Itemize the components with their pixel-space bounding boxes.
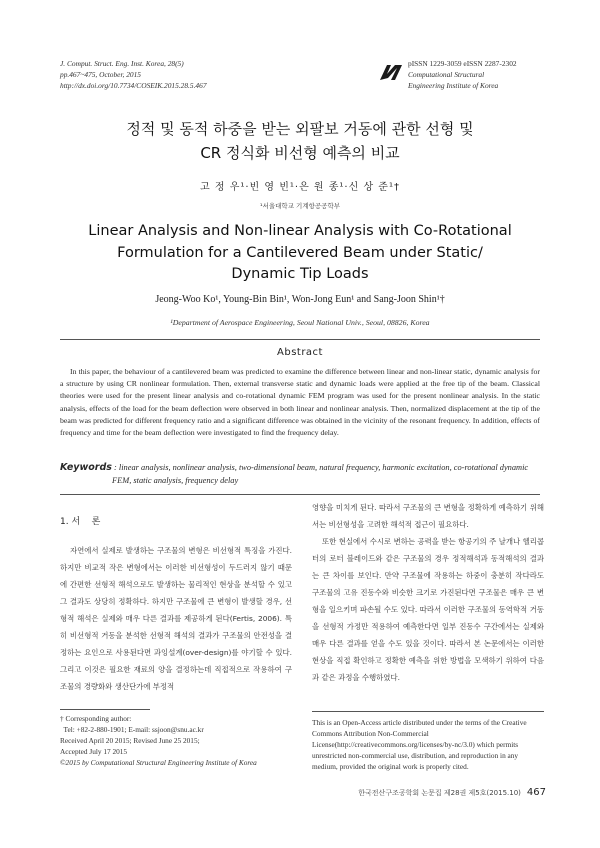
journal-issn-block (408, 58, 517, 91)
english-title-line-3: Dynamic Tip Loads (231, 266, 369, 282)
section-title: 서 론 (71, 517, 101, 527)
body-paragraph: 영향을 미치게 된다. 따라서 구조물의 큰 변형을 정확하게 예측하기 위해서는 비선형성을 고려한 해석적 접근이 필요하다. (312, 503, 544, 529)
section-number: 1. (60, 517, 69, 527)
english-affiliation: ¹Department of Aerospace Engineering, Seoul National Univ., Seoul, 08826, Korea (170, 318, 430, 327)
citation-pages: pp.467~475, October, 2015 (60, 70, 141, 79)
publisher-line-1: Computational Structural (408, 70, 485, 79)
publisher-line-2: Engineering Institute of Korea (408, 81, 499, 90)
footnote-line: Accepted July 17 2015 (60, 747, 128, 756)
keywords-label: Keywords (60, 462, 112, 473)
page-number: 467 (526, 787, 546, 798)
footnote-rule-right (312, 711, 544, 712)
korean-authors: 고 정 우¹·빈 영 빈¹·은 원 종¹·신 상 준¹† (200, 182, 400, 193)
footnote-rule-left (60, 709, 150, 710)
abstract-heading: Abstract (277, 347, 323, 358)
english-title-line-2: Formulation for a Cantilevered Beam under Static/ (117, 244, 483, 261)
page-footer (358, 787, 546, 798)
journal-citation (60, 58, 207, 91)
body-paragraph: 또한 현실에서 수시로 변하는 공력을 받는 항공기의 주 날개나 헬리콥터의 로터 블레이드와 같은 구조물의 경우 정적해석과 동적해석의 결과는 큰 차이를 보인다. 만약 구조물에 작용하는 하중이 충분히 작다라도 구조물의 고유 진동수와 비슷한 크기로 가진된다면 구조물은 매우 큰 변형을 일으키며 파손될 수도 있다. 따라서 이러한 구조물의 동역학적 거동을 선형적 가정만 적용하여 예측한다면 일부 진동수 구간에서는 실제와 매우 다른 결과를 얻을 수도 있을 것이다. 따라서 본 논문에서는 이러한 현상을 직접 확인하고 정확한 예측을 위한 방법을 모색하기 위하여 다음과 같은 과정을 수행하였다. (312, 537, 544, 682)
abstract-text: In this paper, the behaviour of a cantilevered beam was predicted to examine the difference between linear and non-linear static, dynamic analysis for a structure by using CR nonlinear formulation. Then, external transverse static and dynamic loads were applied at the free tip of the beam. Classical theories were used for the present linear analysis and co-rotational dynamic FEM program was used for the present nonlinear analysis. In the static analysis, effects of the load for the beam deflection were observed in both linear and nonlinear analysis. Then, normalized displacement at the tip of the beam was predicted for different frequency ratio and a significant difference was obtained in the vicinity of the resonant frequency. In addition, effects of frequency and time for the beam deflection were investigated to find the frequency delay. (60, 367, 540, 438)
issn: pISSN 1229-3059 eISSN 2287-2302 (408, 59, 517, 68)
korean-affiliation: ¹서울대학교 기계항공공학부 (259, 202, 341, 210)
footnote-line: Received April 20 2015; Revised June 25 2015; (60, 736, 200, 745)
citation-journal: J. Comput. Struct. Eng. Inst. Korea, 28(5) (60, 59, 184, 68)
body-left-column: 자연에서 실제로 발생하는 구조물의 변형은 비선형적 특징을 가진다. 하지만 비교적 작은 변형에서는 이러한 비선형성이 두드러지 않기 때문에 간편한 선형적 해석으로도 발생하는 물리적인 현상을 분석할 수 있고 그 결과도 상당히 정확하다. 하지만 구조물에 큰 변형이 발생할 경우, 선형적 해석은 실제와 매우 다른 결과를 제공하게 된다(Fertis, 2006). 특히 비선형적 거동을 분석한 선형적 해석의 결과가 구조물의 안전성을 결정하는 요인으로 사용된다면 과잉설계(over-design)를 야기할 수 있다. 그리고 이것은 필요한 재료의 양을 결정하는데 직접적으로 작용하여 구조물의 경량화와 생산단가에 부정적 (60, 546, 292, 691)
keywords: Keywords : linear analysis, nonlinear analysis, two-dimensional beam, natural frequency, harmonic excitation, co-rotational dynamic FEM, static analysis, frequency delay (60, 462, 529, 485)
english-title (40, 221, 560, 286)
footnote-line: † Corresponding author: (60, 714, 132, 723)
keywords-text: linear analysis, nonlinear analysis, two-dimensional beam, natural frequency, harmonic excitation, co-rotational dynamic FEM, static analysis, frequency delay (112, 463, 529, 485)
english-title-line-1: Linear Analysis and Non-linear Analysis with Co-Rotational (88, 223, 512, 239)
abstract-bottom-rule (60, 494, 540, 495)
footer-journal: 한국전산구조공학회 논문집 제28권 제5호(2015.10) (358, 789, 521, 797)
abstract-top-rule (60, 339, 540, 340)
citation-doi-link[interactable]: http://dx.doi.org/10.7734/COSEIK.2015.28.5.467 (60, 81, 207, 90)
korean-title (40, 117, 560, 165)
korean-title-line-2: CR 정식화 비선형 예측의 비교 (200, 144, 400, 162)
open-access-notice: This is an Open-Access article distributed under the terms of the Creative Commons Attribution Non-Commercial License(http://creativecommons.org/licenses/by-nc/3.0) which permits unrestricted non-commercial use, distribution, and reproduction in any medium, provided the original work is properly cited. (312, 718, 527, 771)
english-authors: Jeong-Woo Ko¹, Young-Bin Bin¹, Won-Jong Eun¹ and Sang-Joon Shin¹† (155, 294, 445, 305)
corresponding-author-footnote (60, 713, 292, 768)
journal-logo-icon (378, 63, 404, 81)
footnote-contact: Tel: +82-2-880-1901; E-mail: ssjoon@snu.ac.kr (60, 725, 204, 734)
body-right-column (312, 499, 544, 686)
section-heading (60, 514, 100, 527)
copyright-line: ©2015 by Computational Structural Engineering Institute of Korea (60, 758, 257, 767)
korean-title-line-1: 정적 및 동적 하중을 받는 외팔보 거동에 관한 선형 및 (126, 120, 474, 138)
